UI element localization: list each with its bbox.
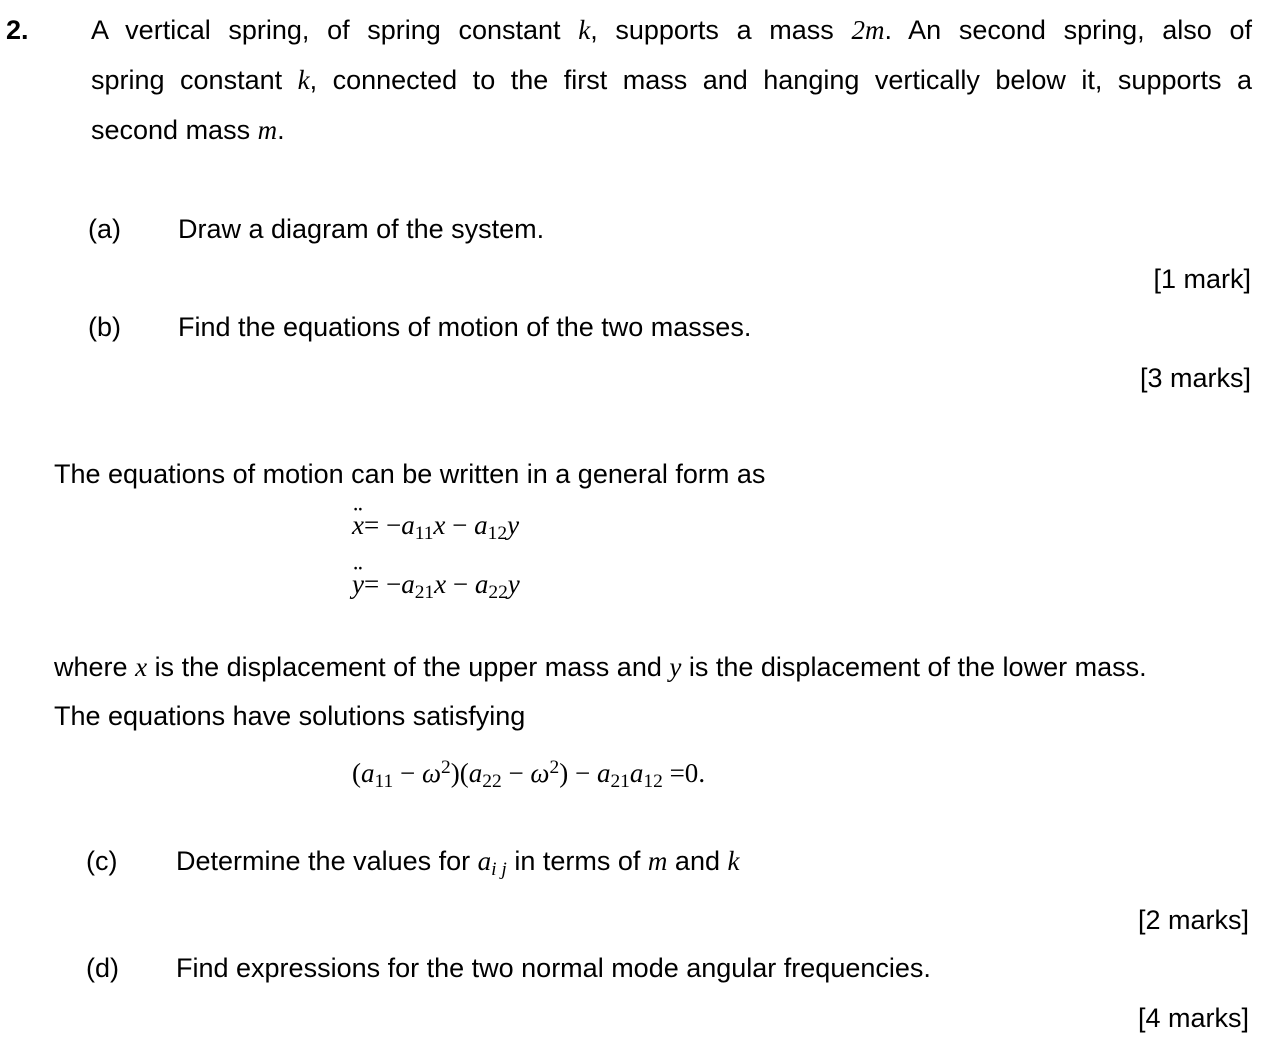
part-a-text: Draw a diagram of the system.: [178, 214, 545, 244]
var-m: m: [257, 115, 278, 145]
equation-1: ¨ $x= -a_{11}x - a_{12}y$: [352, 512, 519, 539]
var-2m: 2m: [851, 15, 885, 45]
part-d-text: Find expressions for the two normal mode angular frequencies.: [176, 953, 931, 983]
part-d-marks: [4 marks]: [1137, 1003, 1249, 1033]
part-c-text: Determine the values for $a_{i j}$ in terms of m and k: [176, 846, 740, 881]
question-number: 2.: [6, 15, 29, 45]
intro-line-1: A vertical spring, of spring constant k, supports a mass 2m. An second spring, also of: [91, 15, 1252, 45]
part-b-text: Find the equations of motion of the two masses.: [178, 312, 752, 342]
intro-line-2: spring constant k, connected to the first mass and hanging vertically below it, supports a: [91, 65, 1252, 95]
part-c-label: (c): [86, 846, 118, 876]
equation-2: ¨ $y= -a_{21}x - a_{22}y$: [352, 571, 520, 598]
var-k: k: [578, 15, 591, 45]
part-a-label: (a): [88, 214, 121, 244]
var-k: k: [297, 65, 310, 95]
part-c-marks: [2 marks]: [1137, 905, 1249, 935]
intro-line-3: second mass m.: [91, 115, 285, 145]
part-b-marks: [3 marks]: [1139, 363, 1251, 393]
part-a-marks: [1 mark]: [1153, 264, 1251, 294]
part-d-label: (d): [86, 953, 119, 983]
where-line: where x is the displacement of the upper mass and y is the displacement of the lower mass.: [54, 652, 1147, 682]
general-form-intro: The equations of motion can be written in a general form as: [54, 459, 766, 489]
part-b-label: (b): [88, 312, 121, 342]
characteristic-equation: $(a_{11} - \omega^2)(a_{22} - \omega^2) - a_{21}a_{12} =0$.: [352, 757, 706, 793]
solutions-line: The equations have solutions satisfying: [54, 701, 526, 731]
